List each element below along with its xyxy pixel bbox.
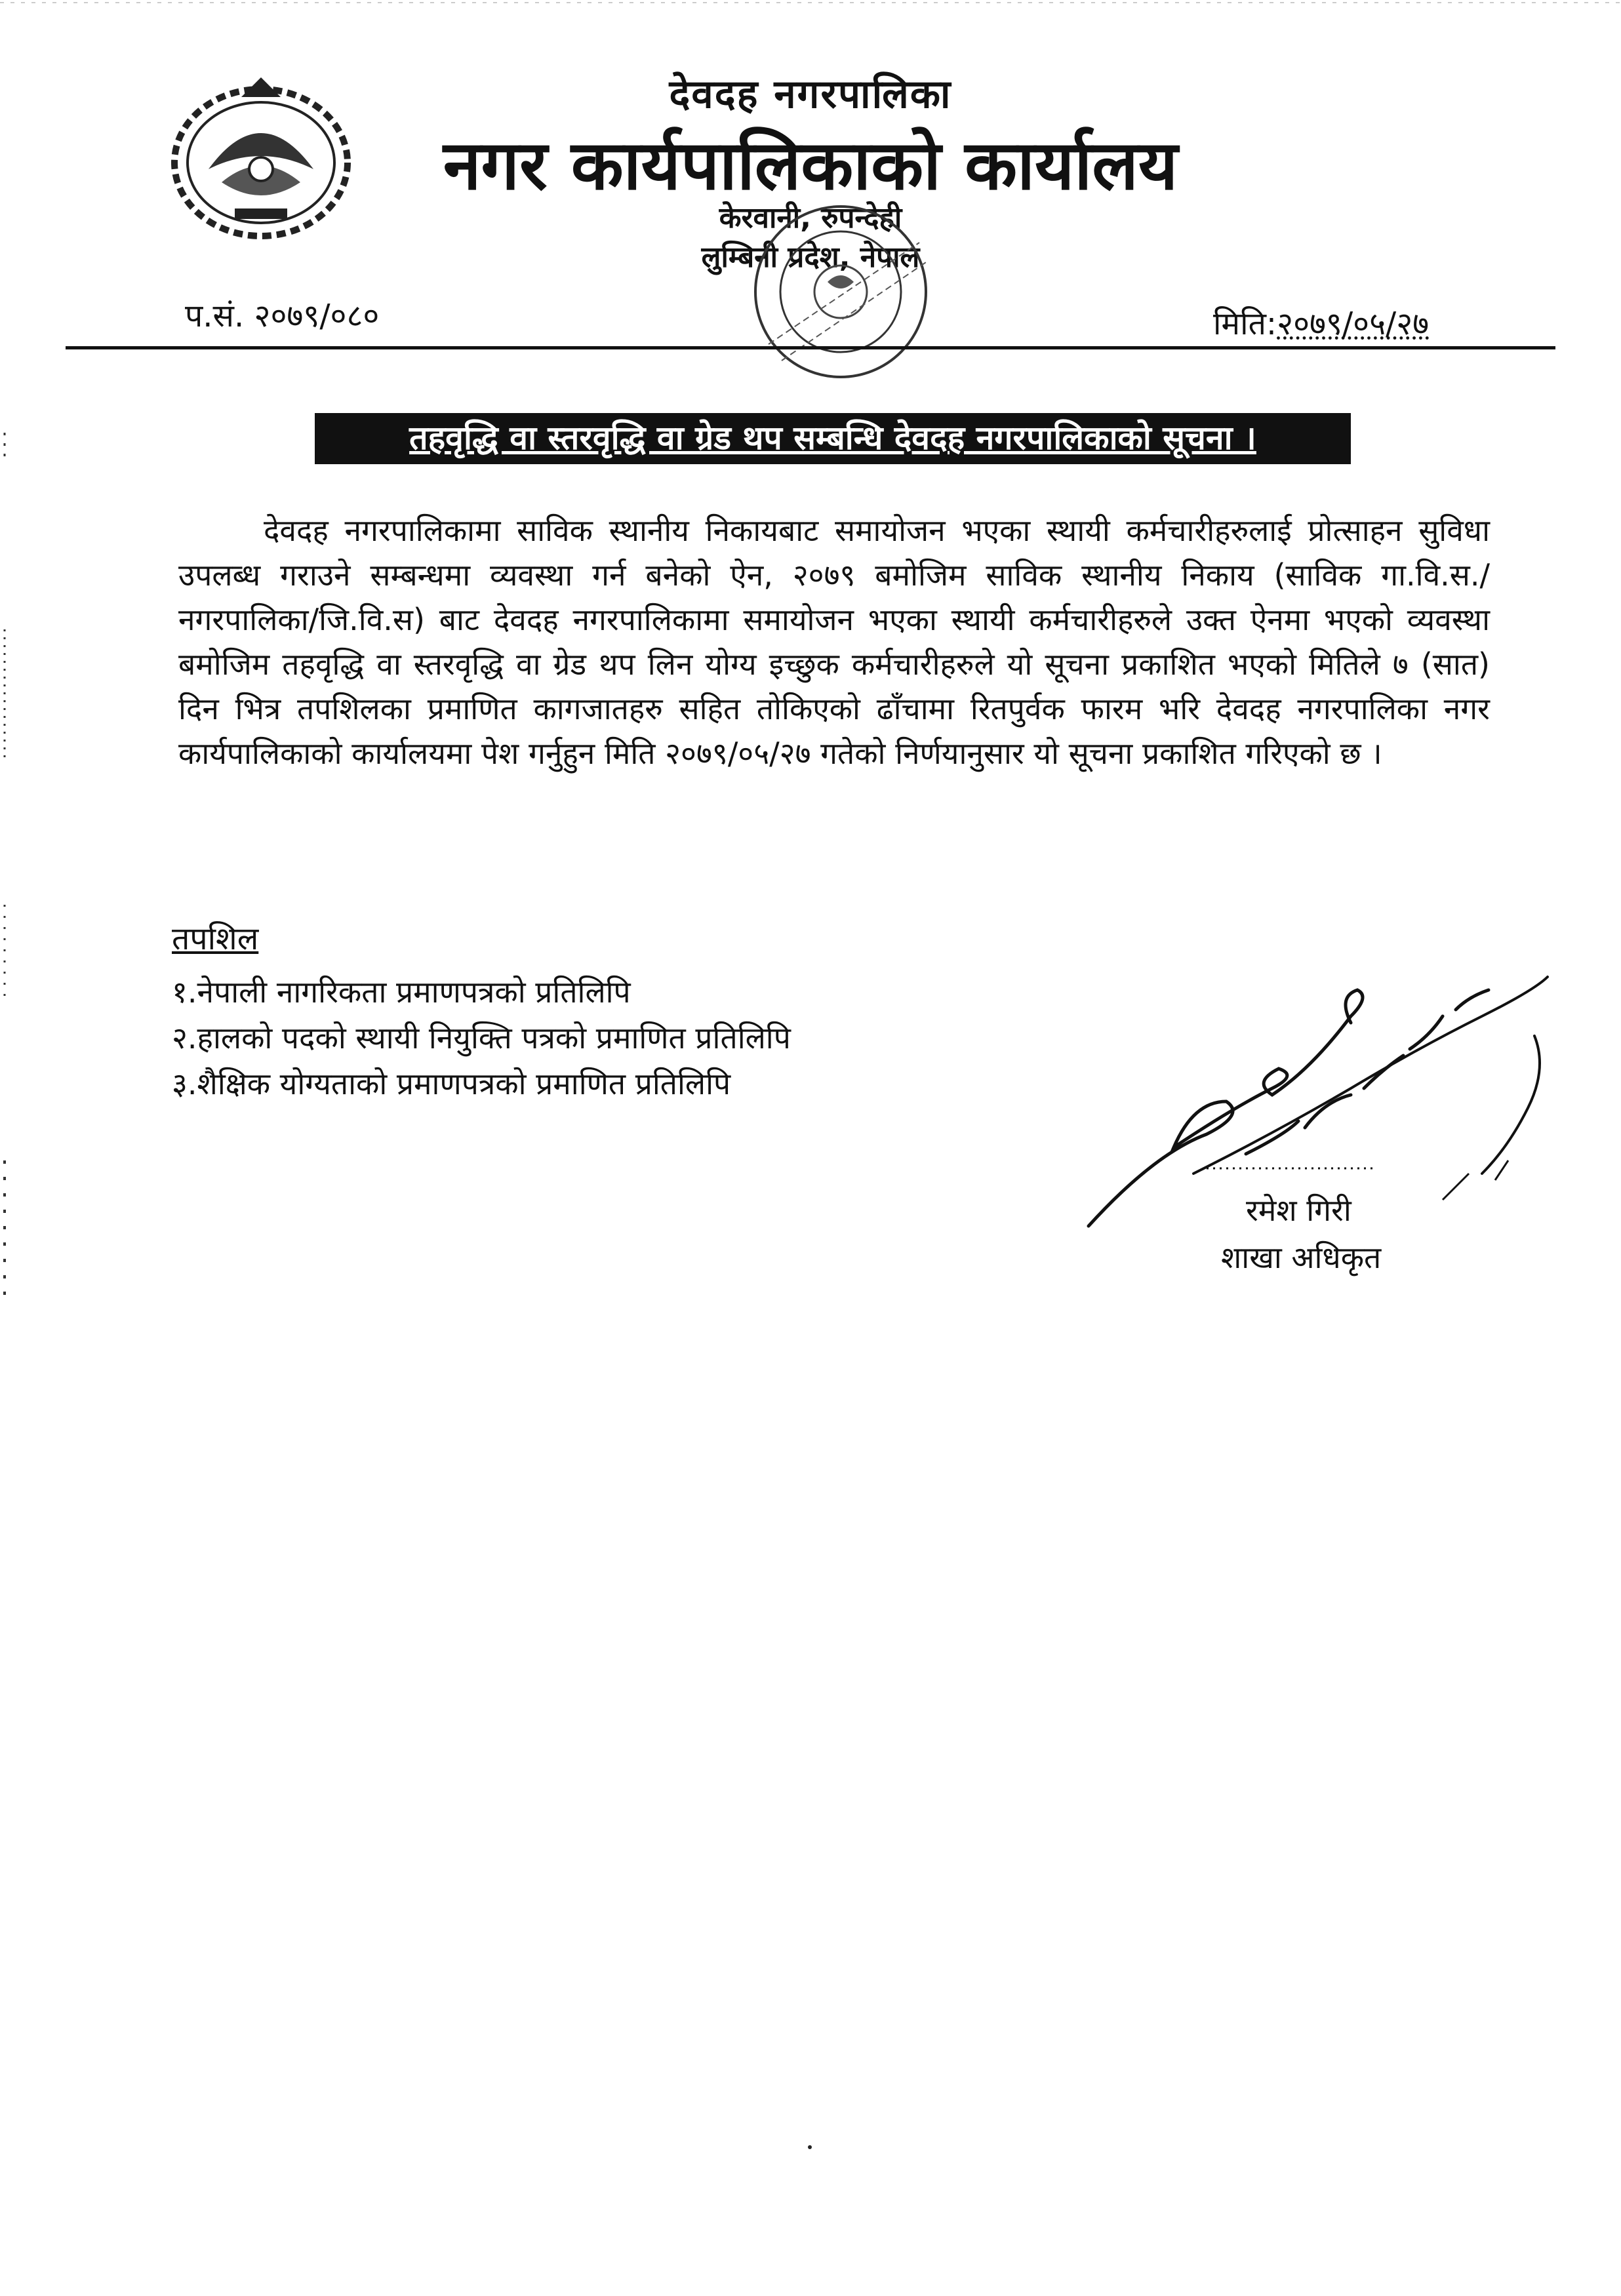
attachment-list-title: तपशिल [172,920,259,957]
date-value: २०७९/०५/२७ [1277,306,1430,342]
signatory-name: रमेश गिरी [1246,1193,1351,1228]
address-line-2: लुम्बिनी प्रदेश, नेपाल [701,241,920,274]
notice-subject: तहवृद्धि वा स्तरवृद्धि वा ग्रेड थप सम्बन्धि देवदह नगरपालिकाको सूचना । [315,413,1351,464]
office-name: नगर कार्यपालिकाको कार्यालय [443,125,1178,205]
scan-edge-top [0,0,1621,9]
header-divider [66,346,1555,349]
notice-body: देवदह नगरपालिकामा साविक स्थानीय निकायबाट समायोजन भएका स्थायी कर्मचारीहरुलाई प्रोत्साहन सुविधा उपलब्ध गराउने सम्बन्धमा व्यवस्था गर्न बनेको ऐन, २०७९ बमोजिम साविक स्थानीय निकाय (साविक गा.वि.स./नगरपालिका/जि.वि.स) बाट देवदह नगरपालिकामा समायोजन भएका स्थायी कर्मचारीहरुले उक्त ऐनमा भएको व्यवस्था बमोजिम तहवृद्धि वा स्तरवृद्धि वा ग्रेड थप लिन योग्य इच्छुक कर्मचारीहरुले यो सूचना प्रकाशित भएको मितिले ७ (सात) दिन भित्र तपशिलका प्रमाणित कागजातहरु सहित तोकिएको ढाँचामा रितपुर्वक फारम भरि देवदह नगरपालिका नगर कार्यपालिकाको कार्यालयमा पेश गर्नुहुन मिति २०७९/०५/२७ गतेको निर्णयानुसार यो सूचना प्रकाशित गरिएको छ । [178,513,1490,771]
list-item: ३.शैक्षिक योग्यताको प्रमाणपत्रको प्रमाणित प्रतिलिपि [172,1066,731,1101]
signatory-title: शाखा अधिकृत [1221,1240,1382,1275]
reference-number: प.सं. २०७९/०८० [185,298,380,334]
office-stamp-icon [729,197,952,387]
scan-dot [808,2145,812,2149]
list-item: २.हालको पदको स्थायी नियुक्ति पत्रको प्रमाणित प्रतिलिपि [172,1020,791,1056]
attachment-list [172,969,791,1107]
scan-edge-left [0,420,9,1337]
list-item: १.नेपाली नागरिकता प्रमाणपत्रको प्रतिलिपि [172,974,631,1010]
municipality-name: देवदह नगरपालिका [669,71,952,117]
address-line-1: केरवानी, रुपन्देही [719,201,902,235]
date-label: मिति: [1213,306,1277,342]
letter-date [1213,302,1429,344]
